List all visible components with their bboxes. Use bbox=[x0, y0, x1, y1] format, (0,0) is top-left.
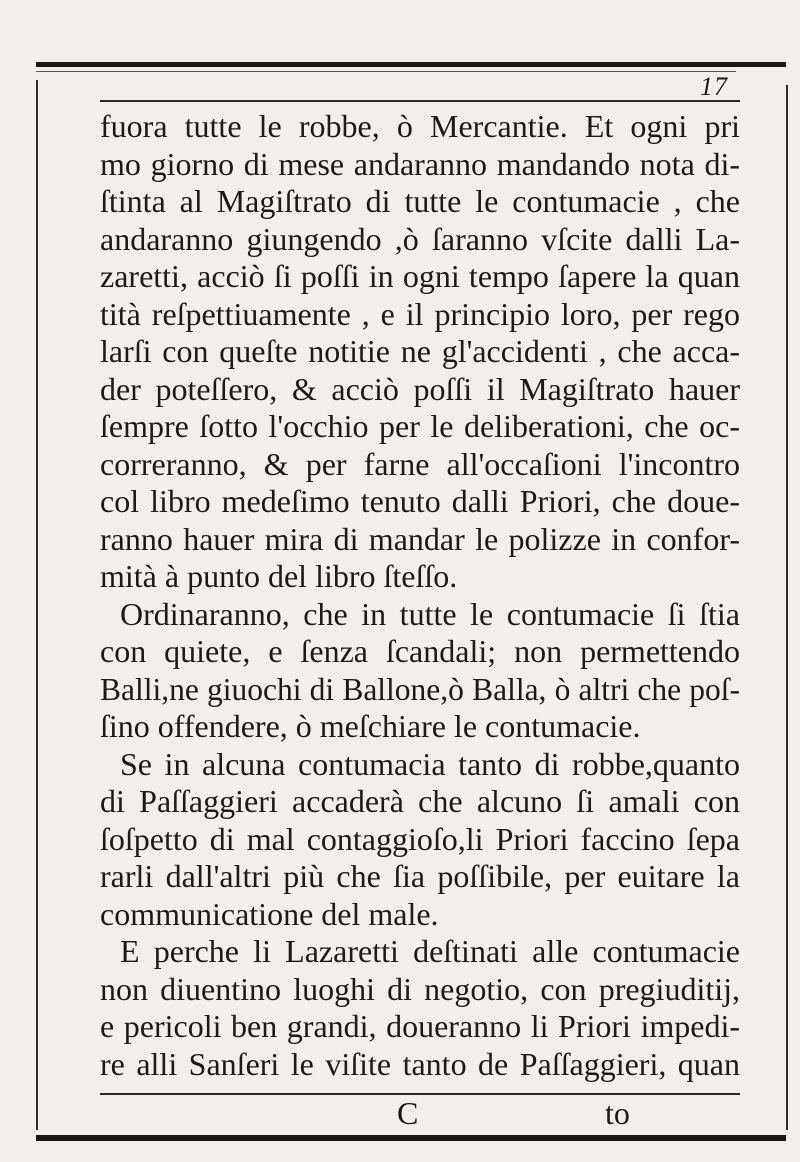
text-line: ſempre ſotto l'occhio per le deliberationi, che oc- bbox=[100, 408, 740, 444]
text-line: fuora tutte le robbe, ò Mercantie. Et ogni pri bbox=[100, 108, 740, 144]
bottom-border-rule bbox=[36, 1135, 786, 1141]
text-line: di Paſſaggieri accaderà che alcuno ſi amali con bbox=[100, 783, 740, 819]
text-line: ſtinta al Magiſtrato di tutte le contumacie , che bbox=[100, 183, 740, 219]
text-block-top-rule bbox=[100, 100, 740, 102]
text-line: Balli,ne giuochi di Ballone,ò Balla, ò altri che poſ- bbox=[100, 671, 740, 707]
text-line: ſino offendere, ò meſchiare le contumacie. bbox=[100, 708, 641, 744]
catchword: to bbox=[605, 1095, 630, 1131]
text-line: zaretti, acciò ſi poſſi in ogni tempo ſapere la quan bbox=[100, 258, 740, 294]
text-line: communicatione del male. bbox=[100, 895, 439, 932]
text-line: re alli Sanſeri le viſite tanto de Paſſaggieri, quan bbox=[100, 1045, 740, 1082]
text-block-bottom-rule bbox=[100, 1093, 740, 1095]
right-frame-rule bbox=[786, 85, 788, 1130]
text-line: tità reſpettiuamente , e il principio loro, per rego bbox=[100, 295, 740, 332]
text-line: correranno, & per farne all'occaſioni l'incontro bbox=[100, 445, 740, 482]
text-line: E perche li Lazaretti deſtinati alle contumacie bbox=[120, 933, 740, 969]
text-line: larſi con queſte notitie ne gl'accidenti , che acca- bbox=[100, 333, 740, 369]
text-line: e pericoli ben grandi, doueranno li Priori impedi- bbox=[100, 1008, 740, 1044]
body-text bbox=[100, 108, 740, 1083]
text-line: mità à punto del libro ſteſſo. bbox=[100, 558, 458, 594]
page-number: 17 bbox=[700, 72, 728, 101]
text-line: non diuentino luoghi di negotio, con pregiuditij, bbox=[100, 970, 740, 1007]
text-line: andaranno giungendo ,ò ſaranno vſcite dalli La- bbox=[100, 220, 740, 257]
text-line: col libro medeſimo tenuto dalli Priori, che doue- bbox=[100, 483, 740, 519]
text-line: mo giorno di mese andaranno mandando nota di- bbox=[100, 145, 740, 182]
top-thin-rule bbox=[36, 71, 736, 72]
text-line: con quiete, e ſenza ſcandali; non permettendo bbox=[100, 633, 740, 669]
signature-mark: C bbox=[397, 1095, 419, 1131]
text-line: Se in alcuna contumacia tanto di robbe,quanto bbox=[120, 745, 740, 782]
top-border-rule bbox=[36, 62, 786, 67]
text-line: Ordinaranno, che in tutte le contumacie ſi ſtia bbox=[120, 595, 740, 632]
text-line: der poteſſero, & acciò poſſi il Magiſtrato hauer bbox=[100, 370, 740, 407]
text-line: rarli dall'altri più che ſia poſſibile, per euitare la bbox=[100, 858, 740, 894]
text-line: ſoſpetto di mal contaggioſo,li Priori faccino ſepa bbox=[100, 820, 740, 857]
left-frame-rule bbox=[36, 80, 38, 1130]
text-line: ranno hauer mira di mandar le polizze in confor- bbox=[100, 520, 740, 557]
